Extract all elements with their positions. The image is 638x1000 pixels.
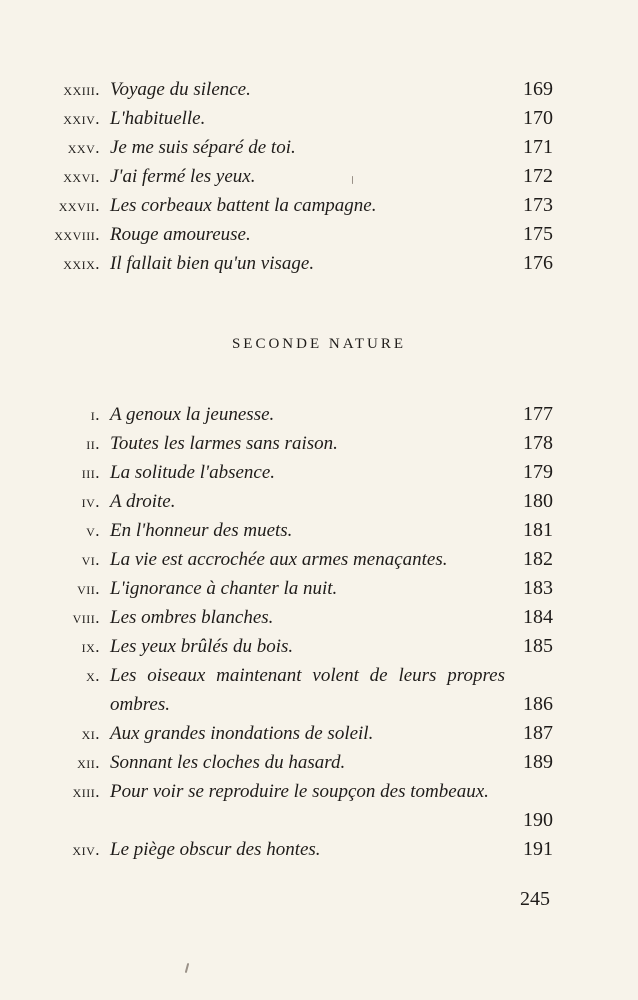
- entry-numeral: viii.: [72, 608, 100, 627]
- entry-title: J'ai fermé les yeux.: [110, 166, 256, 187]
- entry-numeral: xiv.: [72, 840, 100, 859]
- entry-page-number: 181: [523, 519, 553, 541]
- entry-title: Je me suis séparé de toi.: [110, 137, 296, 158]
- entry-page-number: 185: [523, 635, 553, 657]
- entry-page-number: 169: [523, 78, 553, 100]
- entry-numeral: xii.: [77, 753, 100, 772]
- entry-numeral: xxix.: [63, 254, 100, 273]
- entry-numeral: ii.: [86, 434, 100, 453]
- entry-numeral: iii.: [81, 463, 100, 482]
- entry-title: La vie est accrochée aux armes menaçantes.: [110, 549, 448, 570]
- entry-numeral: xxvii.: [58, 196, 100, 215]
- entry-numeral: ix.: [81, 637, 100, 656]
- toc-entry: [0, 400, 638, 429]
- entry-numeral: xxviii.: [54, 225, 100, 244]
- entry-numeral: i.: [90, 405, 100, 424]
- toc-entry: [0, 835, 638, 864]
- entry-title: Voyage du silence.: [110, 79, 251, 100]
- toc-entry: [0, 133, 638, 162]
- toc-entry: [0, 220, 638, 249]
- entry-page-number: 190: [523, 809, 553, 831]
- entry-title: Le piège obscur des hontes.: [110, 839, 321, 860]
- entry-page-number: 175: [523, 223, 553, 245]
- toc-entry: [0, 429, 638, 458]
- entry-title: L'ignorance à chanter la nuit.: [110, 578, 338, 599]
- toc-entry: [0, 75, 638, 104]
- entry-page-number: 176: [523, 252, 553, 274]
- entry-title: Les corbeaux battent la campagne.: [110, 195, 377, 216]
- entry-title: Il fallait bien qu'un visage.: [110, 253, 315, 274]
- entry-page-number: 187: [523, 722, 553, 744]
- entry-numeral: xiii.: [72, 782, 100, 801]
- entry-numeral: xxiv.: [63, 109, 100, 128]
- entry-title: L'habituelle.: [110, 108, 206, 129]
- entry-page-number: 183: [523, 577, 553, 599]
- toc-entry: [0, 104, 638, 133]
- toc-entry: [0, 603, 638, 632]
- toc-entry: [0, 162, 638, 191]
- entry-page-number: 170: [523, 107, 553, 129]
- entry-page-number: 179: [523, 461, 553, 483]
- entry-title: Les ombres blanches.: [110, 607, 274, 628]
- paper-speck: [352, 176, 353, 184]
- entry-title: En l'honneur des muets.: [110, 520, 293, 541]
- entry-page-number: 178: [523, 432, 553, 454]
- toc-list-first: [0, 75, 638, 278]
- entry-numeral: x.: [86, 666, 100, 685]
- entry-numeral: vi.: [81, 550, 100, 569]
- toc-entry: [0, 458, 638, 487]
- entry-title: Les oiseaux maintenant volent de leurs propres ombres.: [110, 665, 505, 715]
- folio-page-number: 245: [520, 888, 550, 910]
- entry-numeral: v.: [86, 521, 100, 540]
- toc-entry: [0, 748, 638, 777]
- toc-entry: [0, 516, 638, 545]
- toc-entry: [0, 777, 638, 835]
- entry-title: Sonnant les cloches du hasard.: [110, 752, 346, 773]
- toc-entry: [0, 545, 638, 574]
- paper-speck: [185, 963, 190, 973]
- toc-entry: [0, 632, 638, 661]
- entry-title: Pour voir se reproduire le soupçon des tombeaux.: [110, 781, 489, 802]
- toc-entry: [0, 249, 638, 278]
- toc-list-second: [0, 400, 638, 864]
- entry-page-number: 186: [523, 693, 553, 715]
- entry-page-number: 191: [523, 838, 553, 860]
- toc-entry: [0, 719, 638, 748]
- entry-title: A genoux la jeunesse.: [110, 404, 275, 425]
- toc-entry: [0, 574, 638, 603]
- entry-page-number: 173: [523, 194, 553, 216]
- entry-title: A droite.: [110, 491, 176, 512]
- entry-numeral: xxvi.: [63, 167, 100, 186]
- entry-numeral: vii.: [77, 579, 100, 598]
- entry-page-number: 182: [523, 548, 553, 570]
- entry-page-number: 180: [523, 490, 553, 512]
- entry-title: La solitude l'absence.: [110, 462, 276, 483]
- entry-title: Les yeux brûlés du bois.: [110, 636, 294, 657]
- entry-page-number: 172: [523, 165, 553, 187]
- toc-entry: [0, 661, 638, 719]
- entry-title: Aux grandes inondations de soleil.: [110, 723, 374, 744]
- entry-page-number: 184: [523, 606, 553, 628]
- entry-numeral: xxv.: [67, 138, 100, 157]
- entry-numeral: iv.: [81, 492, 100, 511]
- toc-entry: [0, 487, 638, 516]
- entry-numeral: xi.: [81, 724, 100, 743]
- entry-title: Rouge amoureuse.: [110, 224, 251, 245]
- entry-numeral: xxiii.: [63, 80, 100, 99]
- entry-page-number: 177: [523, 403, 553, 425]
- toc-entry: [0, 191, 638, 220]
- entry-page-number: 189: [523, 751, 553, 773]
- entry-page-number: 171: [523, 136, 553, 158]
- entry-title: Toutes les larmes sans raison.: [110, 433, 338, 454]
- section-heading: SECONDE NATURE: [231, 336, 407, 352]
